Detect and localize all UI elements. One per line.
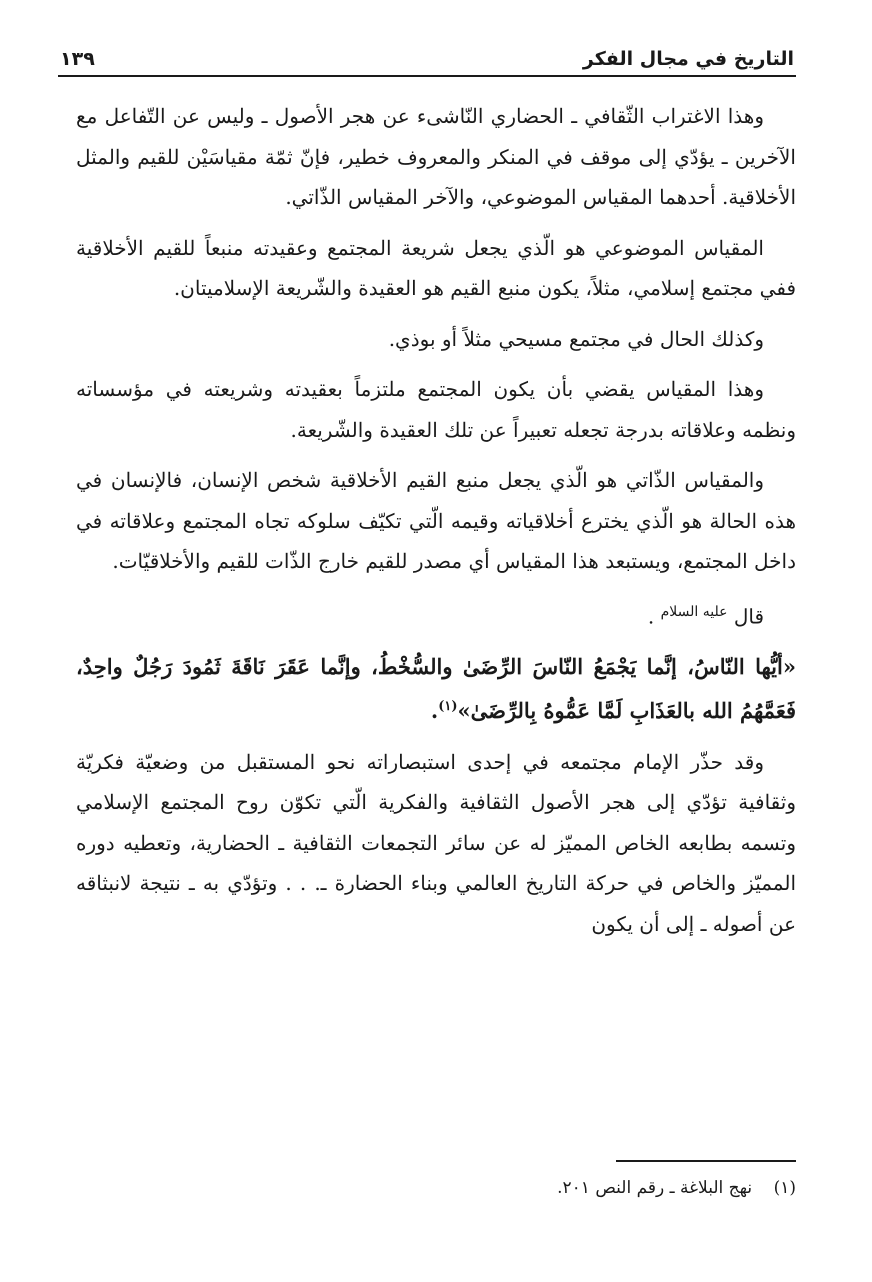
footnote-rule <box>616 1160 796 1162</box>
paragraph-5: والمقياس الذّاتي هو الّذي يجعل منبع القيم الأخلاقية شخص الإنسان، فالإنسان في هذه الحالة هو الّذي يخترع أخلاقياته وقيمه الّتي تكيّف سلوكه تجاه المجتمع وعلاقاته في داخل المجتمع، ويستبعد هذا المقياس أي مصدر للقيم خارج الذّات للقيم والأخلاقيّات. <box>76 468 796 573</box>
footnote-text: نهج البلاغة ـ رقم النص ٢٠١. <box>557 1178 753 1198</box>
said-line <box>76 592 796 637</box>
header-rule <box>58 75 796 77</box>
said-end: . <box>647 604 655 629</box>
paragraph-2: المقياس الموضوعي هو الّذي يجعل شريعة المجتمع وعقيدته منبعاً للقيم الأخلاقية ففي مجتمع إسلامي، مثلاً، يكون منبع القيم هو العقيدة والشّريعة الإسلاميتان. <box>76 235 796 300</box>
paragraph-6: وقد حذّر الإمام مجتمعه في إحدى استبصاراته نحو المستقبل من وضعيّة فكريّة وثقافية تؤدّي إلى هجر الأصول الثقافية والفكرية الّتي تكوّن روح المجتمع الإسلامي وتسمه بطابعه الخاص المميّز له عن سائر التجمعات الثقافية ـ الحضارية، وتعطيه دوره المميّز والخاص في حركة التاريخ العالمي وبناء الحضارة ـ. . . وتؤدّي به ـ نتيجة لانبثاقه عن أصوله ـ إلى أن يكون <box>76 749 796 936</box>
footnote <box>300 1168 796 1208</box>
page-body <box>76 96 796 954</box>
footnote-ref: (١) <box>438 699 458 715</box>
running-header <box>60 34 794 70</box>
quote-end: . <box>430 698 439 724</box>
paragraph-1: وهذا الاغتراب الثّقافي ـ الحضاري النّاشىء عن هجر الأصول ـ وليس عن التّفاعل مع الآخرين ـ يؤدّي إلى موقف في المنكر والمعروف خطير، فإنّ ثمّة مقياسَيْن للقيم والمثل الأخلاقية. أحدهما المقياس الموضوعي، والآخر المقياس الذّاتي. <box>76 104 796 209</box>
footnote-number: (١) <box>773 1178 796 1198</box>
said-text: قال <box>733 604 764 629</box>
paragraph-3: وكذلك الحال في مجتمع مسيحي مثلاً أو بوذي. <box>388 326 764 351</box>
running-title: التاريخ في مجال الفكر <box>582 48 794 70</box>
quote-paragraph <box>76 647 796 732</box>
quote-text: «أيُّها النّاسُ، إنَّما يَجْمَعُ النّاسَ الرِّضَىٰ والسُّخْطُ، وإنَّما عَقَرَ نَاقَةَ ثَمُودَ رَجُلٌ واحِدٌ، فَعَمَّهُمُ الله بالعَذَابِ لَمَّا عَمُّوهُ بِالرِّضَىٰ» <box>76 653 796 724</box>
page-number: ١٣٩ <box>60 48 95 70</box>
paragraph-4: وهذا المقياس يقضي بأن يكون المجتمع ملتزماً بعقيدته وشريعته في مؤسساته ونظمه وعلاقاته بدرجة تجعله تعبيراً عن تلك العقيدة والشّريعة. <box>76 377 796 442</box>
blessing-glyph: عليه السلام <box>660 603 728 620</box>
